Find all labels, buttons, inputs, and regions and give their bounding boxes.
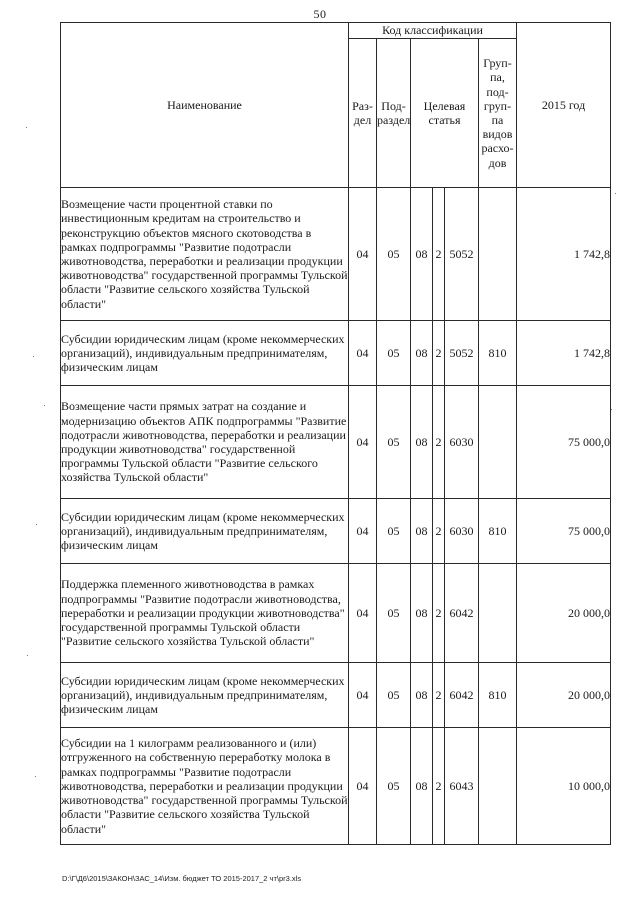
table-row — [61, 663, 611, 728]
header-target: Целевая статья — [411, 39, 479, 188]
row-target-subprogram: 2 — [433, 564, 445, 663]
row-target-subprogram: 2 — [433, 188, 445, 321]
header-group: Груп-па, под-груп-па видов расхо-дов — [479, 39, 517, 188]
row-section: 04 — [349, 386, 377, 499]
scan-speck — [27, 655, 28, 656]
row-target-direction: 6042 — [445, 663, 479, 728]
budget-table — [60, 22, 611, 845]
table-row — [61, 386, 611, 499]
row-amount: 20 000,0 — [517, 564, 611, 663]
row-section: 04 — [349, 728, 377, 845]
table-row — [61, 499, 611, 564]
row-target-subprogram: 2 — [433, 321, 445, 386]
row-name: Возмещение части прямых затрат на создание и модернизацию объектов АПК подпрограммы "Развитие подотрасли животноводства, переработки и реализации продукции животноводства" государственной программы Тульской области "Развитие сельского хозяйства Тульской области" — [61, 386, 349, 499]
row-target-direction: 5052 — [445, 188, 479, 321]
row-subsection: 05 — [377, 321, 411, 386]
scan-speck — [611, 409, 612, 410]
row-name: Субсидии на 1 килограмм реализованного и (или) отгруженного на собственную переработку молока в рамках подпрограммы "Развитие подотрасли животноводства, переработки и реализации продукции животноводства" государственной программы Тульской области "Развитие сельского хозяйства Тульской области" — [61, 728, 349, 845]
row-target-subprogram: 2 — [433, 386, 445, 499]
row-target-direction: 5052 — [445, 321, 479, 386]
page-number: 50 — [313, 7, 327, 21]
row-target-direction: 6042 — [445, 564, 479, 663]
row-target-direction: 6030 — [445, 499, 479, 564]
row-target-subprogram: 2 — [433, 663, 445, 728]
table-row — [61, 188, 611, 321]
row-subsection: 05 — [377, 728, 411, 845]
row-section: 04 — [349, 564, 377, 663]
row-section: 04 — [349, 499, 377, 564]
row-target-program: 08 — [411, 188, 433, 321]
scan-speck — [44, 405, 45, 406]
row-name: Возмещение части процентной ставки по инвестиционным кредитам на строительство и реконструкцию объектов мясного скотоводства в рамках подпрограммы "Развитие подотрасли животноводства, переработки и реализации продукции животноводства" государственной программы Тульской области "Развитие сельского хозяйства Тульской области" — [61, 188, 349, 321]
table-row — [61, 321, 611, 386]
header-subsection: Под-раздел — [377, 39, 411, 188]
row-target-subprogram: 2 — [433, 728, 445, 845]
row-group — [479, 728, 517, 845]
row-amount: 20 000,0 — [517, 663, 611, 728]
row-group — [479, 564, 517, 663]
row-subsection: 05 — [377, 188, 411, 321]
row-group — [479, 188, 517, 321]
row-amount: 10 000,0 — [517, 728, 611, 845]
row-section: 04 — [349, 321, 377, 386]
row-amount: 1 742,8 — [517, 188, 611, 321]
header-section: Раз-дел — [349, 39, 377, 188]
header-classification: Код классификации — [349, 23, 517, 39]
row-amount: 1 742,8 — [517, 321, 611, 386]
scan-speck — [33, 356, 34, 357]
row-group: 810 — [479, 321, 517, 386]
scan-speck — [26, 127, 27, 128]
row-group: 810 — [479, 663, 517, 728]
row-target-direction: 6030 — [445, 386, 479, 499]
scan-speck — [36, 524, 37, 525]
row-section: 04 — [349, 188, 377, 321]
row-subsection: 05 — [377, 663, 411, 728]
row-name: Субсидии юридическим лицам (кроме некоммерческих организаций), индивидуальным предпринимателям, физическим лицам — [61, 321, 349, 386]
row-name: Субсидии юридическим лицам (кроме некоммерческих организаций), индивидуальным предпринимателям, физическим лицам — [61, 663, 349, 728]
table-row — [61, 728, 611, 845]
row-subsection: 05 — [377, 564, 411, 663]
row-target-program: 08 — [411, 728, 433, 845]
table-row — [61, 564, 611, 663]
row-target-direction: 6043 — [445, 728, 479, 845]
row-subsection: 05 — [377, 499, 411, 564]
row-subsection: 05 — [377, 386, 411, 499]
row-target-program: 08 — [411, 564, 433, 663]
row-section: 04 — [349, 663, 377, 728]
scan-speck — [615, 193, 616, 194]
row-name: Поддержка племенного животноводства в рамках подпрограммы "Развитие подотрасли животноводства, переработки и реализации продукции животноводства" государственной программы Тульской области "Развитие сельского хозяйства Тульской области" — [61, 564, 349, 663]
row-amount: 75 000,0 — [517, 386, 611, 499]
row-target-program: 08 — [411, 386, 433, 499]
header-year: 2015 год — [517, 23, 611, 188]
scan-speck — [35, 776, 36, 777]
row-target-program: 08 — [411, 321, 433, 386]
file-path-footer: D:\Г\Д6\2015\ЗАКОН\ЗАС_14\Изм. бюджет ТО 2015-2017_2 чт\pr3.xls — [62, 874, 302, 883]
header-name: Наименование — [61, 23, 349, 188]
row-target-program: 08 — [411, 499, 433, 564]
row-name: Субсидии юридическим лицам (кроме некоммерческих организаций), индивидуальным предпринимателям, физическим лицам — [61, 499, 349, 564]
row-amount: 75 000,0 — [517, 499, 611, 564]
row-group — [479, 386, 517, 499]
row-target-program: 08 — [411, 663, 433, 728]
row-target-subprogram: 2 — [433, 499, 445, 564]
row-group: 810 — [479, 499, 517, 564]
